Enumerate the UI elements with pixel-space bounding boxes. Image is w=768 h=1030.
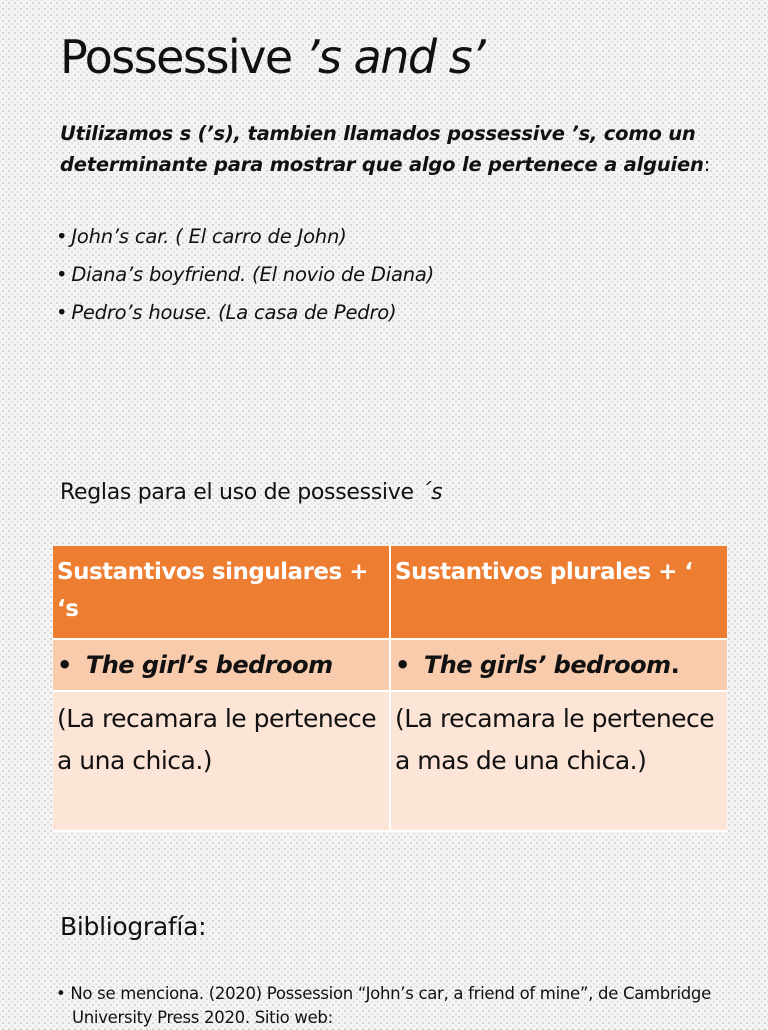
example-text: Diana’s boyfriend. (El novio de Diana)	[71, 263, 435, 286]
header-singular: Sustantivos singulares + ‘s	[53, 546, 390, 639]
example-singular: The girl’s bedroom	[85, 651, 333, 679]
example-text: John’s car. ( El carro de John)	[71, 225, 347, 248]
bibliography-heading: Bibliografía:	[60, 912, 207, 941]
example-plural: The girls’ bedroom	[423, 651, 671, 679]
table-row-examples	[53, 639, 727, 691]
slide-title-main: Possessive	[60, 30, 305, 84]
slide-title-italic: ’s and s’	[304, 30, 485, 84]
table-row-descriptions	[53, 691, 727, 831]
rules-heading-italic: ´s	[420, 480, 443, 505]
bullet-icon: •	[56, 263, 68, 286]
bullet-icon: •	[56, 225, 68, 248]
intro-paragraph	[60, 118, 720, 180]
bibliography-list	[56, 982, 736, 1030]
slide-title	[60, 30, 484, 84]
bibliography-item	[56, 982, 736, 1030]
bullet-icon: •	[56, 984, 66, 1003]
rules-heading	[60, 480, 442, 505]
bibliography-text: No se menciona. (2020) Possession “John’s car, a friend of mine”, de Cambridge University Press 2020. Sitio web:	[70, 984, 711, 1027]
rules-heading-text: Reglas para el uso de possessive	[60, 480, 421, 505]
example-plural-suffix: .	[670, 651, 680, 679]
description-singular: (La recamara le pertenece a una chica.)	[53, 691, 390, 831]
intro-colon: :	[703, 153, 711, 176]
examples-list	[56, 218, 434, 332]
bullet-icon: •	[395, 651, 410, 679]
table-header-row	[53, 546, 727, 639]
example-item	[56, 218, 434, 256]
rules-table	[53, 546, 727, 832]
example-text: Pedro’s house. (La casa de Pedro)	[71, 301, 397, 324]
example-item	[56, 256, 434, 294]
intro-text: Utilizamos s (’s), tambien llamados possessive ’s, como un determinante para mostrar que algo le pertenece a alguien	[60, 122, 704, 176]
bullet-icon: •	[56, 301, 68, 324]
bullet-icon: •	[57, 651, 72, 679]
example-item	[56, 294, 434, 332]
example-singular-cell	[53, 639, 390, 691]
description-plural: (La recamara le pertenece a mas de una chica.)	[390, 691, 727, 831]
header-plural: Sustantivos plurales + ‘	[390, 546, 727, 639]
example-plural-cell	[390, 639, 727, 691]
